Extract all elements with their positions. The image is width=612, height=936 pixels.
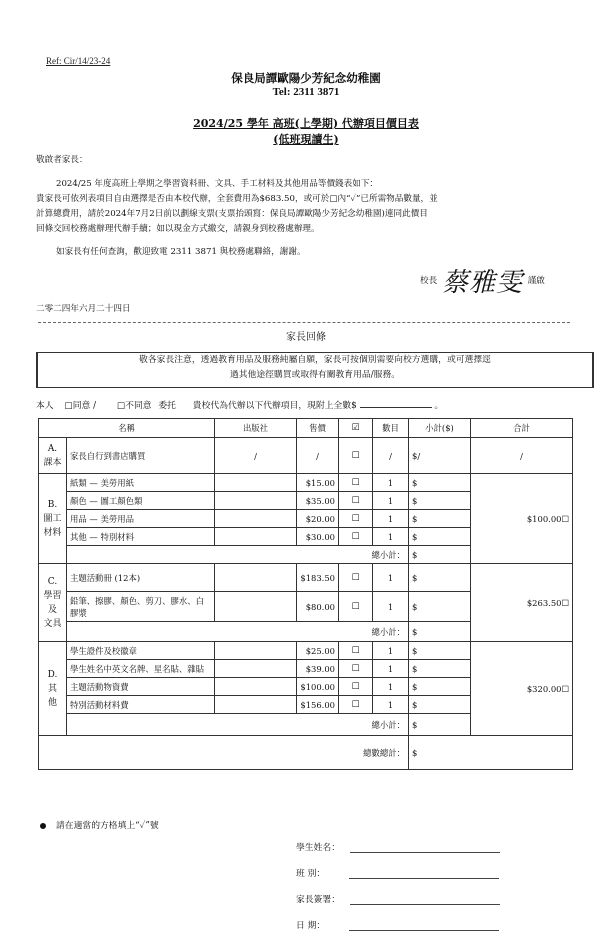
header-qty: 數目	[373, 419, 409, 438]
grand-total-value[interactable]: $	[409, 736, 573, 770]
bullet-icon	[40, 823, 46, 829]
section-d-label: D. 其 他	[39, 642, 67, 736]
item-subtotal[interactable]: $	[409, 642, 471, 660]
item-name: 家長自行到書店購買	[67, 438, 215, 474]
section-c-label: C. 學習 及 文具	[39, 564, 67, 642]
item-publisher	[215, 510, 297, 528]
item-subtotal[interactable]: $/	[409, 438, 471, 474]
header-total: 合計	[471, 419, 573, 438]
payment-amount-field[interactable]	[360, 398, 432, 408]
section-b-label: B. 圖工 材料	[39, 474, 67, 564]
item-price: $35.00	[297, 492, 339, 510]
table-row	[39, 438, 573, 474]
item-qty: 1	[373, 474, 409, 492]
item-publisher	[215, 592, 297, 622]
reply-slip-title: 家長回條	[286, 332, 326, 343]
document-subtitle: (低班現讀生)	[273, 133, 339, 146]
header-price: 售價	[297, 419, 339, 438]
item-qty: 1	[373, 678, 409, 696]
item-name: 紙類 — 美勞用紙	[67, 474, 215, 492]
item-subtotal[interactable]: $	[409, 696, 471, 714]
signature-suffix: 謹啟	[527, 276, 545, 286]
class-field[interactable]	[349, 868, 499, 879]
item-qty: 1	[373, 492, 409, 510]
item-publisher	[215, 492, 297, 510]
item-price: $30.00	[297, 528, 339, 546]
price-table	[38, 418, 573, 770]
parent-sign-row	[296, 892, 500, 905]
table-header-row	[39, 419, 573, 438]
cut-line	[38, 322, 570, 323]
item-name: 其他 — 特別材料	[67, 528, 215, 546]
item-price: $20.00	[297, 510, 339, 528]
item-qty: 1	[373, 528, 409, 546]
item-name: 特別活動材料費	[67, 696, 215, 714]
item-name: 主題活動物資費	[67, 678, 215, 696]
agree-mid: 委托	[158, 401, 176, 411]
agree-suffix: 貴校代為代辦以下代辦項目，現附上全數$	[192, 401, 357, 411]
salutation: 敬啟者家長：	[36, 155, 88, 165]
item-name: 學生姓名中英文名牌、星名貼、雜貼	[67, 660, 215, 678]
subtotal-label: 總小計：	[67, 714, 409, 736]
item-name: 主題活動冊 (12本)	[67, 564, 215, 592]
item-name: 鉛筆、擦膠、顏色、剪刀、膠水、白膠漿	[67, 592, 215, 622]
subtotal-value[interactable]: $	[409, 622, 471, 642]
subtotal-label: 總小計：	[67, 546, 409, 564]
principal-signature: 蔡雅雯	[441, 268, 523, 298]
item-name: 顏色 — 圖工顏色類	[67, 492, 215, 510]
table-row	[39, 564, 573, 592]
instruction-note	[40, 818, 159, 831]
item-publisher	[215, 660, 297, 678]
section-d-total[interactable]: $320.00☐	[471, 642, 573, 736]
item-price: $39.00	[297, 660, 339, 678]
item-publisher: /	[215, 438, 297, 474]
item-price: $15.00	[297, 474, 339, 492]
document-title: 2024/25 學年 高班(上學期) 代辦項目價目表	[193, 117, 419, 130]
item-subtotal[interactable]: $	[409, 492, 471, 510]
agree-prefix: 本人	[36, 401, 54, 411]
item-checkbox[interactable]: ☐	[339, 696, 373, 714]
letter-paragraph-2: 貴家長可依列表項目自由選擇是否由本校代辦，全套費用為$683.50，或可於□內“✓”已所需物品數量，並	[36, 194, 438, 204]
item-checkbox[interactable]: ☐	[339, 474, 373, 492]
item-qty: 1	[373, 696, 409, 714]
section-b-total[interactable]: $100.00☐	[471, 474, 573, 564]
item-qty: 1	[373, 510, 409, 528]
item-checkbox[interactable]: ☐	[339, 438, 373, 474]
item-subtotal[interactable]: $	[409, 660, 471, 678]
header-name: 名稱	[39, 419, 215, 438]
class-row	[296, 866, 499, 879]
school-name: 保良局譚歐陽少芳紀念幼稚園	[231, 71, 381, 85]
reference-number: Ref: Cir/14/23-24	[46, 56, 111, 66]
header-publisher: 出版社	[215, 419, 297, 438]
letter-paragraph-3: 計算總費用，請於2024年7月2日前以劃線支票(支票抬頭寫：保良局譚歐陽少芳紀念幼稚園)連同此價目	[36, 209, 428, 219]
letter-paragraph-4: 回條交回校務處辦理代辦手續；如以現金方式繳交，請親身到校務處辦理。	[36, 224, 320, 234]
item-publisher	[215, 642, 297, 660]
item-publisher	[215, 528, 297, 546]
date-label: 日 期：	[296, 921, 326, 931]
item-checkbox[interactable]: ☐	[339, 564, 373, 592]
student-name-row	[296, 840, 500, 853]
item-publisher	[215, 564, 297, 592]
item-subtotal[interactable]: $	[409, 592, 471, 622]
instruction-text: 請在適當的方格填上“✓”號	[56, 821, 159, 831]
date-field[interactable]	[349, 920, 499, 931]
notice-box	[36, 352, 594, 388]
item-price: $183.50	[297, 564, 339, 592]
item-price: /	[297, 438, 339, 474]
header-check: ☑	[339, 419, 373, 438]
item-qty: /	[373, 438, 409, 474]
item-checkbox[interactable]: ☐	[339, 592, 373, 622]
section-a-total: /	[471, 438, 573, 474]
subtotal-value[interactable]: $	[409, 714, 471, 736]
item-subtotal[interactable]: $	[409, 528, 471, 546]
agree-checkbox[interactable]: □同意 /	[64, 401, 97, 411]
principal-signature-block	[420, 262, 580, 299]
notice-line-2: 過其他途徑購買或取得有關教育用品/服務。	[229, 370, 401, 380]
item-qty: 1	[373, 642, 409, 660]
section-a-label: A. 課本	[39, 438, 67, 474]
item-qty: 1	[373, 564, 409, 592]
item-name: 學生證件及校徽章	[67, 642, 215, 660]
school-telephone: Tel: 2311 3871	[272, 86, 340, 98]
item-price: $156.00	[297, 696, 339, 714]
item-publisher	[215, 696, 297, 714]
item-checkbox[interactable]: ☐	[339, 660, 373, 678]
item-checkbox[interactable]: ☐	[339, 510, 373, 528]
item-name: 用品 — 美勞用品	[67, 510, 215, 528]
subtotal-label: 總小計：	[67, 622, 409, 642]
notice-line-1: 敬各家長注意，透過教育用品及服務純屬自願，家長可按個別需要向校方選購，或可選擇逕	[139, 355, 491, 365]
item-qty: 1	[373, 592, 409, 622]
item-publisher	[215, 678, 297, 696]
letter-paragraph-1: 2024/25 年度高班上學期之學習資料冊、文具、手工材料及其他用品等價錢表如下：	[56, 179, 379, 189]
item-price: $25.00	[297, 642, 339, 660]
item-subtotal[interactable]: $	[409, 510, 471, 528]
item-publisher	[215, 474, 297, 492]
item-checkbox[interactable]: ☐	[339, 678, 373, 696]
student-name-label: 學生姓名：	[296, 843, 340, 853]
agreement-line	[36, 398, 443, 411]
disagree-checkbox[interactable]: □不同意	[116, 401, 152, 411]
signature-prefix: 校長	[420, 276, 438, 286]
subtotal-value[interactable]: $	[409, 546, 471, 564]
table-row	[39, 642, 573, 660]
section-c-total[interactable]: $263.50☐	[471, 564, 573, 642]
item-price: $80.00	[297, 592, 339, 622]
parent-sign-label: 家長簽署：	[296, 895, 340, 905]
agree-end: 。	[434, 401, 444, 411]
item-subtotal[interactable]: $	[409, 678, 471, 696]
date-row	[296, 918, 499, 931]
grand-total-row	[39, 736, 573, 770]
grand-total-label: 總數總計：	[39, 736, 409, 770]
letter-date: 二零二四年六月二十四日	[36, 304, 131, 314]
letter-paragraph-5: 如家長有任何查詢，歡迎致電 2311 3871 與校務處聯絡，謝謝。	[56, 247, 306, 257]
item-subtotal[interactable]: $	[409, 474, 471, 492]
item-qty: 1	[373, 660, 409, 678]
item-checkbox[interactable]: ☐	[339, 492, 373, 510]
item-subtotal[interactable]: $	[409, 564, 471, 592]
class-label: 班 別：	[296, 869, 326, 879]
header-subtotal: 小計($)	[409, 419, 471, 438]
student-name-field[interactable]	[350, 842, 500, 853]
parent-signature-field[interactable]	[350, 894, 500, 905]
table-row	[39, 474, 573, 492]
item-checkbox[interactable]: ☐	[339, 642, 373, 660]
item-checkbox[interactable]: ☐	[339, 528, 373, 546]
item-price: $100.00	[297, 678, 339, 696]
